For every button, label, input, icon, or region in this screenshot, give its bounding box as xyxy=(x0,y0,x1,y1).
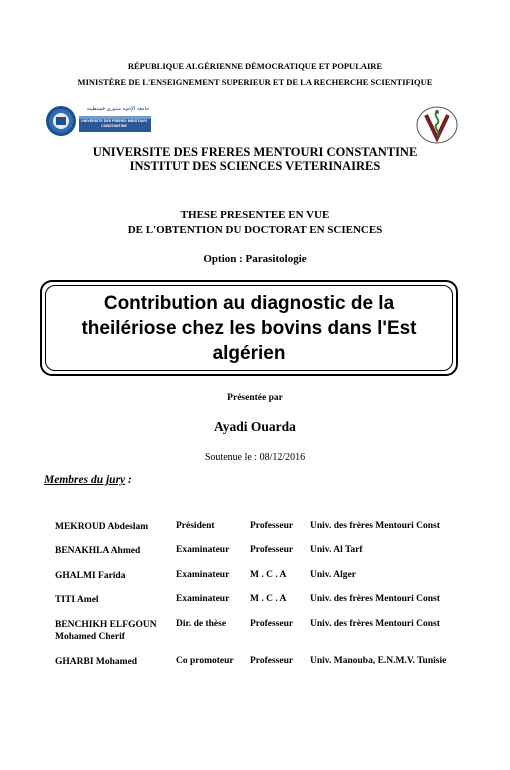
ministry-heading: MINISTÈRE DE L'ENSEIGNEMENT SUPERIEUR ET DE LA RECHERCHE SCIENTIFIQUE xyxy=(77,77,433,87)
logo-arabic-text: جامعة الإخوة منتوري قسنطينة xyxy=(86,106,150,112)
university-logo xyxy=(44,103,152,139)
jury-member-institution: Univ. Al Tarf xyxy=(310,545,363,555)
jury-member-name: MEKROUD Abdeslam xyxy=(55,522,149,532)
jury-member-role: Examinateur xyxy=(176,545,230,555)
thesis-title-line-3: algérien xyxy=(212,343,286,364)
jury-member-role: Co promoteur xyxy=(176,656,234,666)
jury-member-role: Dir. de thèse xyxy=(176,619,227,629)
thesis-title xyxy=(42,291,456,366)
author-name: Ayadi Ouarda xyxy=(214,419,296,434)
thesis-line-1: THESE PRESENTEE EN VUE xyxy=(180,209,330,221)
jury-member-role: Examinateur xyxy=(176,570,230,580)
defense-date: Soutenue le : 08/12/2016 xyxy=(204,452,306,463)
jury-heading-colon: : xyxy=(125,474,132,486)
jury-member-grade: Professeur xyxy=(250,545,294,555)
jury-member-name: TITI Amel xyxy=(55,595,99,605)
presented-by: Présentée par xyxy=(227,393,283,403)
jury-member-role: Président xyxy=(176,521,215,531)
jury-member-grade: M . C . A xyxy=(250,570,287,580)
jury-member-name-line-1: BENCHIKH ELFGOUN xyxy=(55,620,157,630)
thesis-line-2: DE L'OBTENTION DU DOCTORAT EN SCIENCES xyxy=(127,224,383,236)
jury-member-role: Examinateur xyxy=(176,594,230,604)
institute-name: INSTITUT DES SCIENCES VETERINAIRES xyxy=(129,159,381,173)
jury-member-institution: Univ. des frères Mentouri Const xyxy=(310,619,440,629)
jury-member-institution: Univ. des frères Mentouri Const xyxy=(310,521,440,531)
jury-member-grade: Professeur xyxy=(250,619,294,629)
jury-member-name: GHARBI Mohamed xyxy=(55,657,138,667)
jury-member-name-line-2: Mohamed Cherif xyxy=(55,632,125,642)
veterinary-emblem-icon xyxy=(414,106,460,144)
jury-heading-text: Membres du jury xyxy=(44,474,126,486)
jury-member-grade: Professeur xyxy=(250,656,294,666)
jury-member-name: GHALMI Farida xyxy=(55,571,126,581)
jury-heading xyxy=(44,474,132,486)
jury-member-institution: Univ. Alger xyxy=(310,570,356,580)
jury-member-institution: Univ. Manouba, E.N.M.V. Tunisie xyxy=(310,656,447,666)
title-frame xyxy=(40,280,458,376)
jury-member-institution: Univ. des frères Mentouri Const xyxy=(310,594,440,604)
jury-member-name: BENAKHLA Ahmed xyxy=(55,546,141,556)
jury-member-grade: Professeur xyxy=(250,521,294,531)
veterinary-logo xyxy=(414,106,460,144)
thesis-title-line-1: Contribution au diagnostic de la xyxy=(103,293,395,314)
jury-member-grade: M . C . A xyxy=(250,594,287,604)
thesis-title-line-2: theilériose chez les bovins dans l'Est xyxy=(81,318,417,339)
thesis-option: Option : Parasitologie xyxy=(203,253,307,265)
republic-heading: RÉPUBLIQUE ALGÉRIENNE DÉMOCRATIQUE ET POPULAIRE xyxy=(127,61,383,71)
logo-french-text: UNIVERSITE DES FRERES MENTOURI CONSTANTINE xyxy=(81,119,147,128)
university-name: UNIVERSITE DES FRERES MENTOURI CONSTANTINE xyxy=(92,145,418,159)
jury-member-name xyxy=(55,619,157,643)
